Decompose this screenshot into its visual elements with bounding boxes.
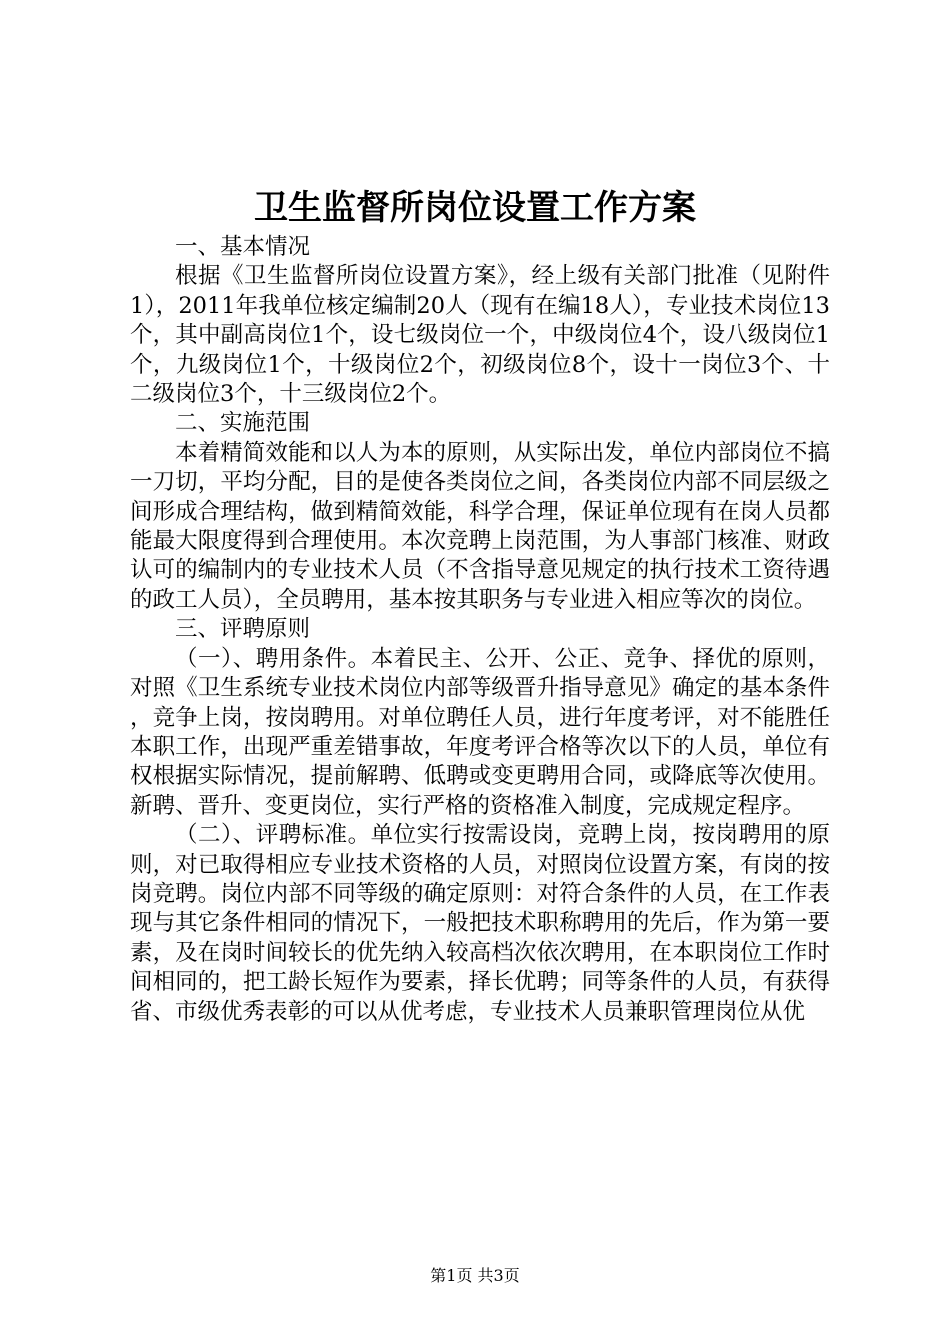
document-title: 卫生监督所岗位设置工作方案 xyxy=(254,188,696,228)
page-number-footer: 第1页 共3页 xyxy=(430,1266,520,1285)
section-paragraph: 根据《卫生监督所岗位设置方案》，经上级有关部门批准（见附件1），2011年我单位核定编制20人（现有在编18人），专业技术岗位13个，其中副高岗位1个，设七级岗位一个，中级岗位4个，设八级岗位1个，九级岗位1个，十级岗位2个，初级岗位8个，设十一岗位3个、十二级岗位3个，十三级岗位2个。 xyxy=(130,263,830,408)
document-body xyxy=(130,233,830,1027)
section-paragraph: （二）、评聘标准。单位实行按需设岗，竞聘上岗，按岗聘用的原则，对已取得相应专业技术资格的人员，对照岗位设置方案，有岗的按岗竞聘。岗位内部不同等级的确定原则：对符合条件的人员，在工作表现与其它条件相同的情况下，一般把技术职称聘用的先后，作为第一要素，及在岗时间较长的优先纳入较高档次依次聘用，在本职岗位工作时间相同的，把工龄长短作为要素，择长优聘；同等条件的人员，有获得省、市级优秀表彰的可以从优考虑，专业技术人员兼职管理岗位从优 xyxy=(130,822,830,1025)
section-paragraph: 本着精简效能和以人为本的原则，从实际出发，单位内部岗位不搞一刀切，平均分配，目的是使各类岗位之间，各类岗位内部不同层级之间形成合理结构，做到精简效能，科学合理，保证单位现有在岗人员都能最大限度得到合理使用。本次竞聘上岗范围，为人事部门核准、财政认可的编制内的专业技术人员（不含指导意见规定的执行技术工资待遇的政工人员），全员聘用，基本按其职务与专业进入相应等次的岗位。 xyxy=(130,439,830,613)
section-heading: 二、实施范围 xyxy=(175,410,311,437)
section-heading: 一、基本情况 xyxy=(175,234,311,260)
section-heading: 三、评聘原则 xyxy=(175,616,311,643)
section-paragraph: （一）、聘用条件。本着民主、公开、公正、竞争、择优的原则，对照《卫生系统专业技术岗位内部等级晋升指导意见》确定的基本条件，竞争上岗，按岗聘用。对单位聘任人员，进行年度考评，对不能胜任本职工作，出现严重差错事故，年度考评合格等次以下的人员，单位有权根据实际情况，提前解聘、低聘或变更聘用合同，或降底等次使用。新聘、晋升、变更岗位，实行严格的资格准入制度，完成规定程序。 xyxy=(130,645,830,819)
